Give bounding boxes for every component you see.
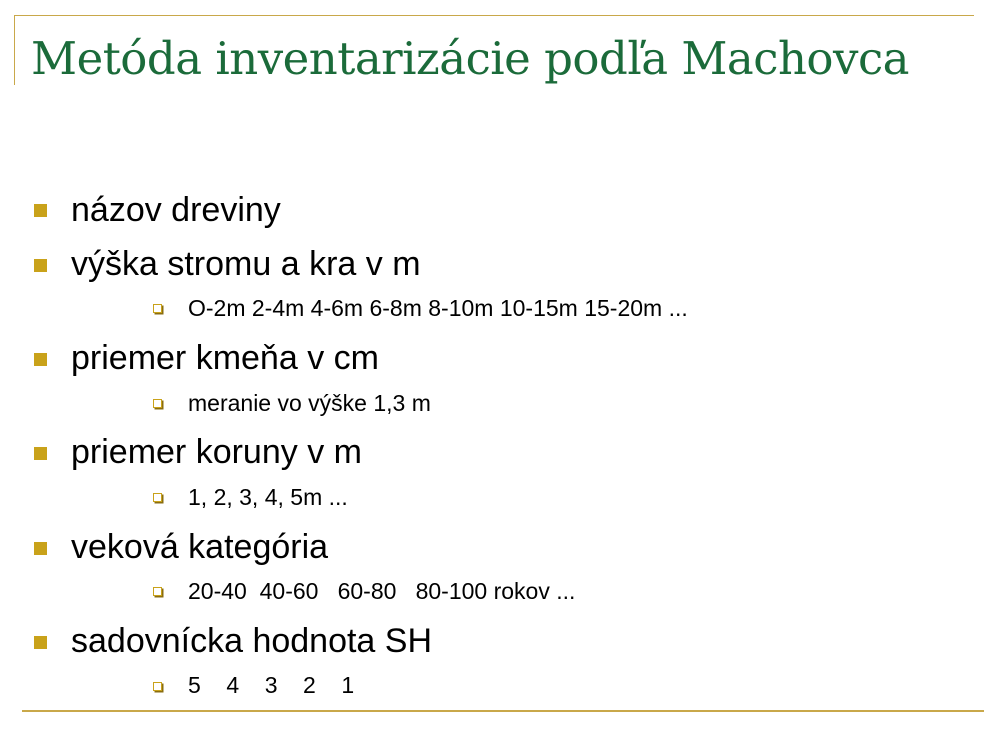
square-bullet-icon	[34, 542, 47, 555]
bottom-divider	[22, 710, 984, 712]
sub-bullet-text: 1, 2, 3, 4, 5m ...	[188, 484, 348, 510]
hollow-square-bullet-icon	[153, 399, 162, 408]
sub-bullet-text: 20-40 40-60 60-80 80-100 rokov ...	[188, 578, 576, 604]
slide-title: Metóda inventarizácie podľa Machovca	[31, 32, 909, 85]
sub-bullet-text: 5 4 3 2 1	[188, 672, 355, 698]
bullet-text: priemer koruny v m	[71, 433, 362, 471]
hollow-square-bullet-icon	[153, 304, 162, 313]
hollow-square-bullet-icon	[153, 493, 162, 502]
square-bullet-icon	[34, 353, 47, 366]
square-bullet-icon	[34, 259, 47, 272]
hollow-square-bullet-icon	[153, 587, 162, 596]
bullet-text: sadovnícka hodnota SH	[71, 622, 433, 660]
square-bullet-icon	[34, 204, 47, 217]
bullet-text: priemer kmeňa v cm	[71, 339, 379, 377]
square-bullet-icon	[34, 447, 47, 460]
sub-bullet-text: meranie vo výške 1,3 m	[188, 390, 431, 416]
bullet-text: názov dreviny	[71, 191, 281, 229]
sub-bullet-text: O-2m 2-4m 4-6m 6-8m 8-10m 10-15m 15-20m ...	[188, 295, 688, 321]
square-bullet-icon	[34, 636, 47, 649]
hollow-square-bullet-icon	[153, 682, 162, 691]
bullet-text: veková kategória	[71, 528, 329, 566]
bullet-text: výška stromu a kra v m	[71, 245, 421, 283]
